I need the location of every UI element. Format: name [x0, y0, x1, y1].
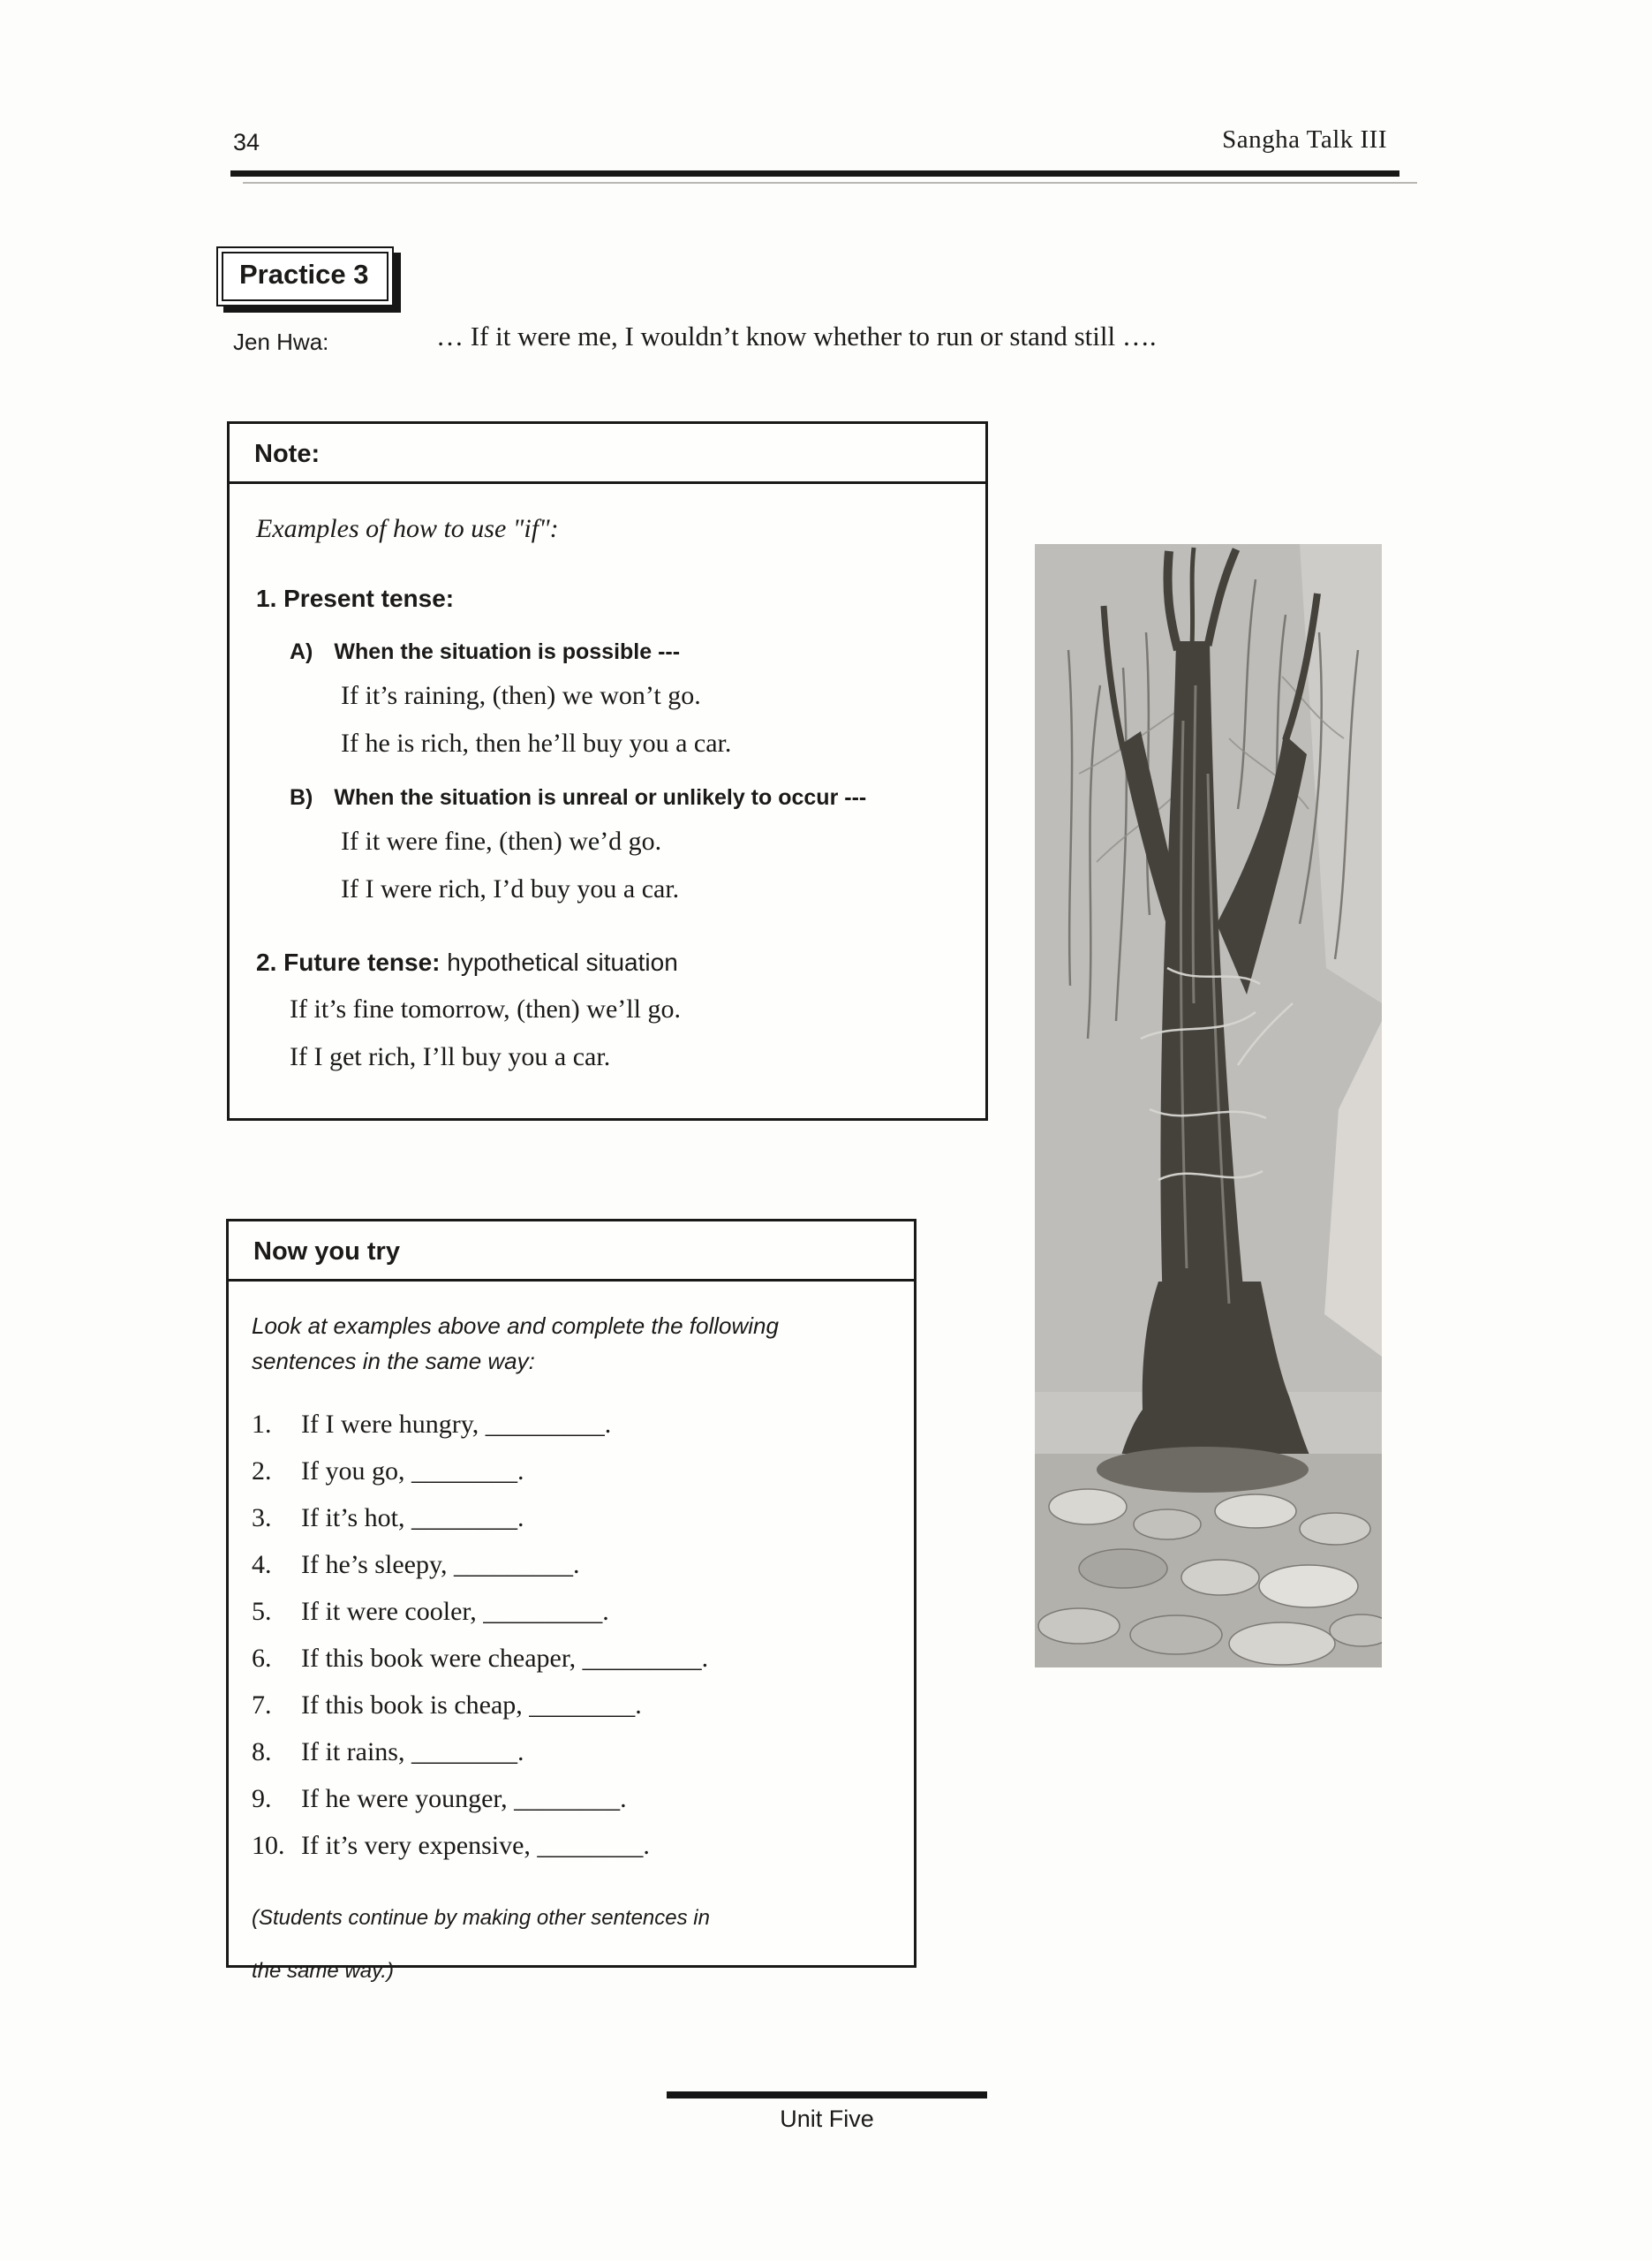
item-number: 4. — [252, 1549, 272, 1579]
speaker-name: Jen Hwa: — [233, 329, 329, 355]
exercise-item — [252, 1541, 887, 1588]
example-sentence: If I were rich, I’d buy you a car. — [341, 874, 680, 904]
item-number: 6. — [252, 1643, 272, 1673]
example-sentence: If it’s raining, (then) we won’t go. — [341, 681, 701, 710]
exercise-footnote-line1: (Students continue by making other sentences in — [252, 1905, 710, 1930]
header-title: Sangha Talk III — [1222, 125, 1387, 154]
case-a-heading-row — [290, 639, 959, 665]
present-tense-heading: 1. Present tense: — [256, 585, 455, 612]
item-text: If I were hungry, _________. — [301, 1409, 612, 1439]
exercise-item — [252, 1728, 887, 1775]
practice-3-box — [216, 246, 394, 306]
practice-title: Practice 3 — [222, 252, 388, 301]
exercise-item — [252, 1682, 887, 1728]
case-b-heading-row — [290, 785, 959, 811]
header-rule-shadow — [243, 182, 1417, 184]
future-tense-heading — [256, 949, 959, 977]
item-text: If he’s sleepy, _________. — [301, 1549, 580, 1579]
item-text: If it’s hot, ________. — [301, 1502, 524, 1532]
item-number: 2. — [252, 1456, 272, 1486]
item-number: 8. — [252, 1736, 272, 1766]
item-number: 1. — [252, 1409, 272, 1439]
case-b-label: B) — [290, 785, 313, 810]
tree-photo — [1035, 544, 1382, 1667]
item-text: If he were younger, ________. — [301, 1783, 627, 1813]
header-rule — [230, 170, 1399, 177]
exercise-item — [252, 1775, 887, 1822]
exercise-footnote-line2: the same way.) — [252, 1958, 394, 1983]
item-number: 3. — [252, 1502, 272, 1532]
item-text: If you go, ________. — [301, 1456, 524, 1486]
exercise-item — [252, 1401, 887, 1448]
exercise-item — [252, 1588, 887, 1635]
item-number: 9. — [252, 1783, 272, 1813]
page-number: 34 — [233, 129, 260, 155]
exercise-item — [252, 1448, 887, 1494]
item-text: If it rains, ________. — [301, 1736, 524, 1766]
case-a-heading: When the situation is possible --- — [334, 639, 681, 664]
item-number: 5. — [252, 1596, 272, 1626]
note-box-title: Note: — [230, 424, 985, 484]
item-number: 10. — [252, 1830, 285, 1860]
footer-rule — [667, 2091, 987, 2098]
exercise-instructions: Look at examples above and complete the following sentences in the same way: — [252, 1312, 779, 1375]
example-sentence: If he is rich, then he’ll buy you a car. — [341, 729, 732, 758]
example-sentence: If I get rich, I’ll buy you a car. — [290, 1042, 611, 1071]
example-sentence: If it were fine, (then) we’d go. — [341, 827, 662, 856]
exercise-item — [252, 1494, 887, 1541]
item-text: If this book is cheap, ________. — [301, 1690, 642, 1720]
note-box-content — [230, 484, 985, 1072]
exercise-item — [252, 1635, 887, 1682]
item-text: If it were cooler, _________. — [301, 1596, 609, 1626]
note-box — [227, 421, 988, 1121]
note-subtitle: Examples of how to use "if": — [256, 514, 559, 543]
footer-unit-label: Unit Five — [780, 2106, 874, 2132]
exercise-item — [252, 1822, 887, 1869]
dialogue-quote: … If it were me, I wouldn’t know whether to run or stand still …. — [436, 321, 1157, 352]
now-you-try-content — [229, 1282, 914, 1984]
item-text: If it’s very expensive, ________. — [301, 1830, 650, 1860]
case-b-heading: When the situation is unreal or unlikely to occur --- — [334, 785, 867, 810]
exercise-list — [252, 1401, 887, 1869]
example-sentence: If it’s fine tomorrow, (then) we’ll go. — [290, 994, 681, 1024]
case-a-label: A) — [290, 639, 313, 664]
now-you-try-title: Now you try — [229, 1221, 914, 1282]
future-tense-heading-rest: hypothetical situation — [440, 949, 678, 976]
item-text: If this book were cheaper, _________. — [301, 1643, 709, 1673]
item-number: 7. — [252, 1690, 272, 1720]
now-you-try-box — [226, 1219, 917, 1983]
future-tense-heading-bold: 2. Future tense: — [256, 949, 441, 976]
